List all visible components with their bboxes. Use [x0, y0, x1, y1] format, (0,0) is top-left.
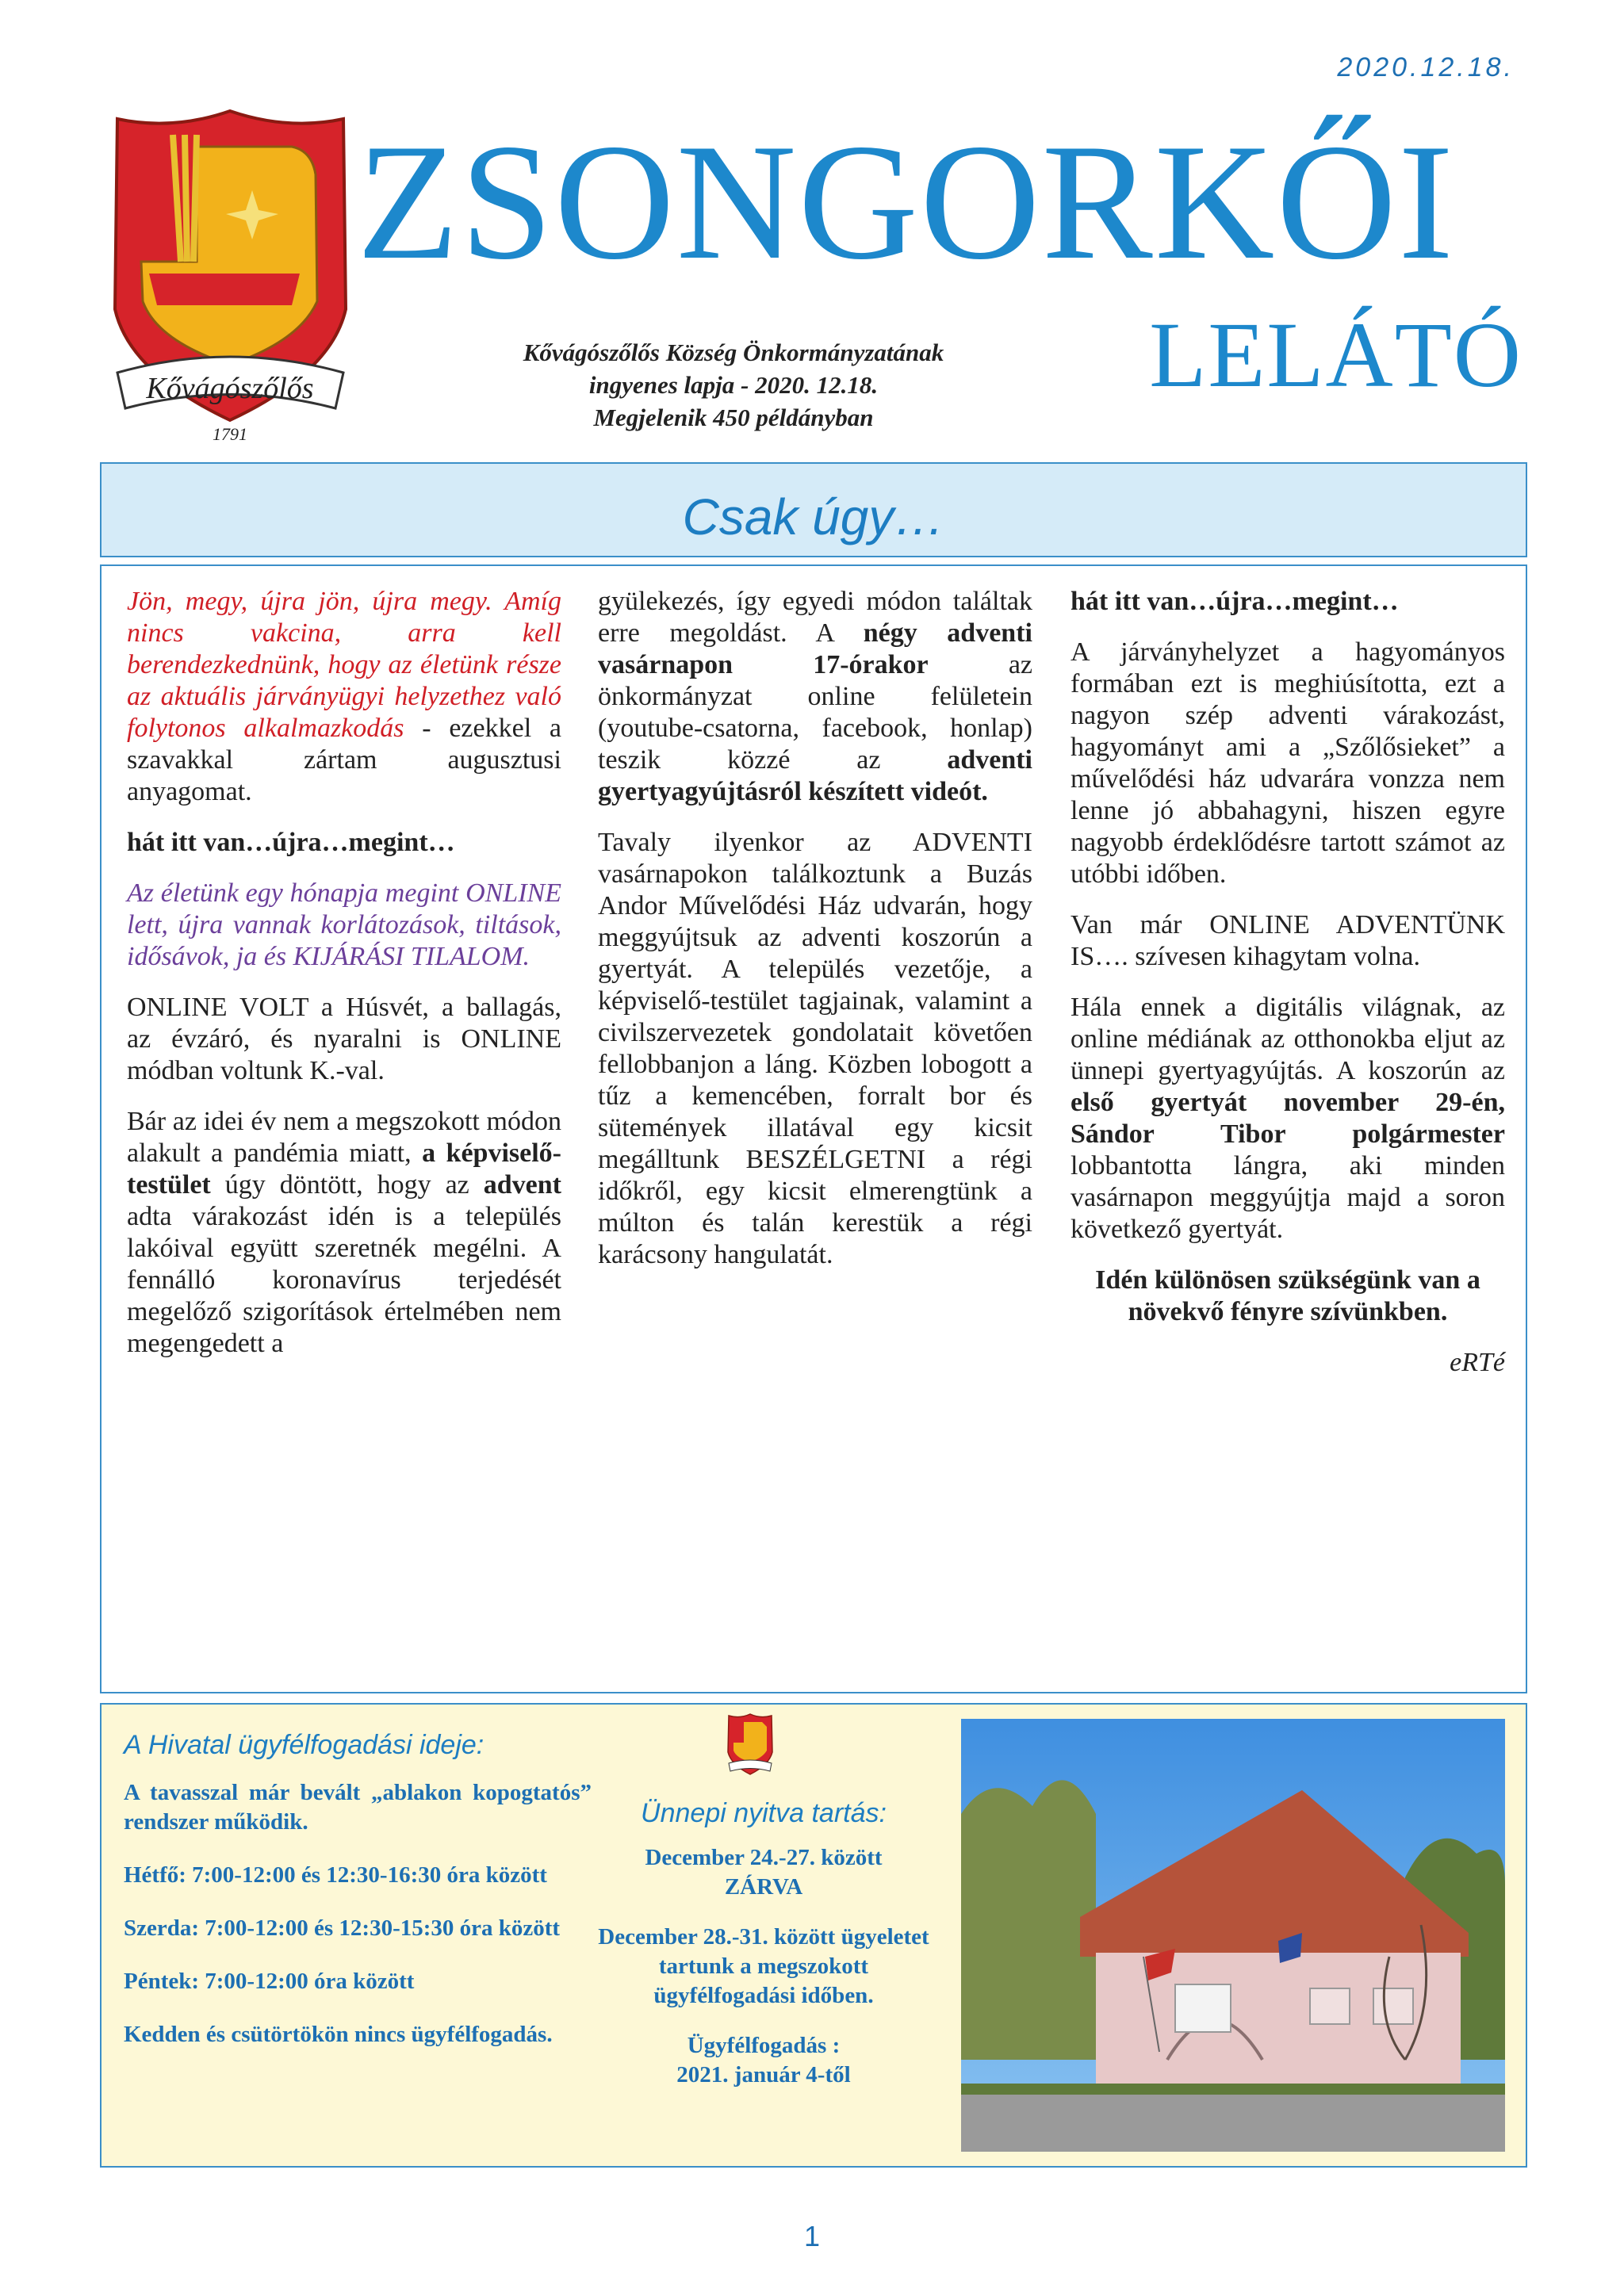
article-title: Csak úgy…: [682, 488, 945, 545]
office-hours-monday: Hétfő: 7:00-12:00 és 12:30-16:30 óra között: [124, 1862, 547, 1888]
municipal-building-photo: [961, 1719, 1505, 2152]
text: 2021. január 4-től: [676, 2062, 851, 2087]
masthead-info-line: Kővágószőlős Község Önkormányzatának: [523, 339, 944, 366]
text: December 24.-27. között: [645, 1845, 883, 1870]
paragraph: [127, 1106, 561, 1360]
text-bold: négy adventi vasárnapon 17-órakor: [598, 618, 1032, 679]
quote-text: Jön, megy, újra jön, újra megy. Amíg nincs vakcina, arra kell berendezkednünk, hogy az életünk része az aktuális járványügyi helyzethez való folytonos alkalmazkodás: [127, 587, 561, 743]
village-crest-logo: [94, 103, 367, 452]
text-bold: advent: [483, 1170, 561, 1200]
text: úgy döntött, hogy az: [210, 1170, 484, 1200]
masthead-title: ZSONGORKŐI: [357, 110, 1455, 294]
paragraph: Van már ONLINE ADVENTÜNK IS…. szívesen kihagytam volna.: [1071, 910, 1505, 971]
masthead-info: [444, 336, 1023, 434]
text: Bár az idei év nem a megszokott módon alakult a pandémia miatt,: [127, 1107, 561, 1168]
holiday-duty: December 28.-31. között ügyeletet tartunk a megszokott ügyfélfogadási időben.: [598, 1924, 929, 2008]
text-bold: a képviselő-testület: [127, 1138, 562, 1200]
holiday-reopen: [593, 2031, 934, 2090]
text: Ügyfélfogadás :: [687, 2033, 841, 2058]
page-number: 1: [803, 2220, 821, 2252]
crest-year: 1791: [213, 424, 247, 444]
text: lobbantotta lángra, aki minden vasárnapon meggyújtja majd a soron következő gyertyát.: [1071, 1151, 1505, 1244]
holiday-hours: [593, 1798, 934, 2110]
small-crest-icon: [724, 1712, 776, 1779]
text: adta várakozást idén is a település lakóival együtt szeretnék megélni. A fennálló koronavírus terjedését megelőző szigorítások értelmében nem megengedett a: [127, 1202, 561, 1358]
paragraph: [1071, 992, 1505, 1246]
text: gyülekezés, így egyedi módon találtak erre megoldást. A: [598, 587, 1032, 648]
paragraph-highlight: Az életünk egy hónapja megint ONLINE lett, újra vannak korlátozások, tiltások, idősávok, ja és KIJÁRÁSI TILALOM.: [127, 878, 561, 971]
masthead-info-line: Megjelenik 450 példányban: [593, 404, 874, 431]
office-hours-wednesday: Szerda: 7:00-12:00 és 12:30-15:30 óra között: [124, 1915, 561, 1941]
article-column-1: [127, 586, 561, 1379]
text: ZÁRVA: [724, 1874, 803, 1900]
text: Hála ennek a digitális világnak, az online médiának az otthonokba eljut az ünnepi gyertyagyújtás. A koszorún az: [1071, 993, 1505, 1085]
paragraph: ONLINE VOLT a Húsvét, a ballagás, az évzáró, és nyaralni is ONLINE módban voltunk K.-val.: [127, 993, 561, 1085]
article-body: [100, 564, 1527, 1693]
holiday-hours-heading: Ünnepi nyitva tartás:: [641, 1798, 887, 1828]
paragraph-refrain: hát itt van…újra…megint…: [1071, 587, 1399, 616]
masthead-subtitle: LELÁTÓ: [1149, 303, 1522, 407]
info-box: [100, 1703, 1527, 2168]
office-hours: [124, 1730, 592, 2073]
text-bold: első gyertyát november 29-én, Sándor Tibor polgármester: [1071, 1088, 1505, 1149]
office-hours-intro: A tavasszal már bevált „ablakon kopogtatós” rendszer működik.: [124, 1780, 592, 1835]
article-title-banner: [100, 462, 1527, 557]
paragraph: A járványhelyzet a hagyományos formában ezt is meghiúsította, ezt a nagyon szép adventi várakozást, hagyományt ami a „Szőlősieket” a művelődési ház udvarára vonzza nem lenne jó abbahagyni, hiszen egyre nagyobb érdeklődésre tartott számot az utóbbi időben.: [1071, 637, 1505, 889]
paragraph: Tavaly ilyenkor az ADVENTI vasárnapokon találkoztunk a Buzás Andor Művelődési Ház udvarán, hogy meggyújtsuk az adventi koszorún a gyertyát. A település vezetője, a képviselő-testület tagjainak, valamint a civilszervezetek gondolatait követően fellobbanjon a láng. Közben lobogott a tűz a kemencében, forralt bor és sütemények illatával egy kicsit megálltunk BESZÉLGETNI a régi időkről, egy kicsit elmerengtünk a múlton és talán kerestük a régi karácsony hangulatát.: [598, 828, 1032, 1269]
issue-date: 2020.12.18.: [1337, 52, 1515, 82]
author-signature: eRTé: [1450, 1348, 1505, 1377]
office-hours-friday: Péntek: 7:00-12:00 óra között: [124, 1969, 415, 1994]
office-hours-heading: A Hivatal ügyfélfogadási ideje:: [124, 1730, 485, 1760]
text: az önkormányzat online felületein (youtube-csatorna, facebook, honlap) teszik közzé az: [598, 650, 1032, 775]
paragraph: [598, 586, 1032, 808]
paragraph: [127, 586, 561, 808]
paragraph-refrain: hát itt van…újra…megint…: [127, 828, 455, 857]
holiday-closed: [593, 1843, 934, 1902]
article-column-3: [1071, 586, 1505, 1398]
article-column-2: [598, 586, 1032, 1290]
office-hours-closed: Kedden és csütörtökön nincs ügyfélfogadás.: [124, 2022, 553, 2047]
masthead-info-line: ingyenes lapja - 2020. 12.18.: [588, 371, 879, 399]
text: - ezekkel a szavakkal zártam augusztusi anyagomat.: [127, 714, 561, 806]
closing-statement: Idén különösen szükségünk van a növekvő fényre szívünkben.: [1095, 1265, 1480, 1326]
text-bold: adventi gyertyagyújtásról készített videót.: [598, 745, 1032, 806]
crest-banner-text: Kővágószőlős: [146, 372, 314, 405]
